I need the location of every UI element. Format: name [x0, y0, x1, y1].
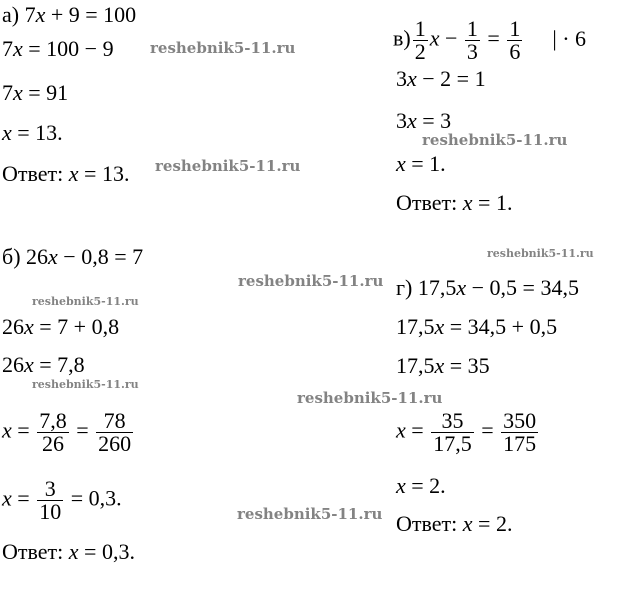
a-l3-var: x — [13, 80, 23, 105]
g-l4-eq: = — [405, 417, 430, 443]
g-fraction-1 — [431, 410, 474, 455]
b-l3-rest: = 7,8 — [33, 352, 85, 377]
g-line-4 — [396, 410, 540, 455]
v-l4-rest: = 1. — [405, 151, 446, 176]
g-label: г) — [396, 275, 413, 300]
a-line-3 — [2, 80, 68, 106]
b-l4-var: x — [2, 417, 12, 443]
v-fraction-3 — [507, 18, 522, 63]
g-answer-word: Ответ: — [396, 511, 463, 536]
a-l3-coef: 7 — [2, 80, 13, 105]
b-l3-coef: 26 — [2, 352, 24, 377]
b-answer-var: x — [68, 539, 79, 564]
b-answer — [2, 539, 135, 565]
b-l2-var: x — [24, 314, 34, 339]
v-l3-rest: = 3 — [416, 108, 452, 133]
b-line-5 — [2, 478, 122, 523]
g-l4-var: x — [396, 417, 406, 443]
g-l2-rest: = 34,5 + 0,5 — [444, 314, 558, 339]
b-answer-rest: = 0,3. — [78, 539, 135, 564]
v-f2-den: 3 — [466, 39, 478, 64]
a-l2-var: x — [13, 36, 23, 61]
a-line-1 — [2, 2, 136, 28]
b-line-1 — [2, 244, 143, 270]
watermark: reshebnik5-11.ru — [297, 389, 443, 407]
v-l2-var: x — [407, 66, 417, 91]
g-l3-rest: = 35 — [444, 353, 490, 378]
g-l2-var: x — [434, 314, 445, 339]
b-f2-num: 78 — [96, 410, 133, 433]
b-f2-den: 260 — [98, 431, 132, 456]
v-f1-num: 1 — [414, 16, 426, 41]
a-l2-rest: = 100 − 9 — [22, 36, 114, 61]
v-fraction-2 — [465, 18, 480, 63]
g-l3-var: x — [434, 353, 445, 378]
a-l1-coef: 7 — [24, 2, 36, 27]
v-fraction-1 — [413, 18, 428, 63]
b-f3-den: 10 — [39, 499, 62, 524]
b-l5-var: x — [2, 485, 12, 511]
a-line-2 — [2, 36, 114, 62]
g-fraction-2 — [501, 410, 538, 455]
b-fraction-3 — [37, 478, 63, 523]
a-l1-rest: + 9 = 100 — [45, 2, 137, 27]
v-l2-rest: − 2 = 1 — [416, 66, 486, 91]
g-l5-var: x — [396, 473, 406, 498]
v-line-2 — [396, 66, 486, 92]
watermark: reshebnik5-11.ru — [32, 378, 139, 391]
b-l4-eq2: = — [70, 417, 95, 443]
v-l1-minus: − — [439, 25, 463, 51]
watermark: reshebnik5-11.ru — [155, 157, 301, 175]
v-l1-eq: = — [481, 25, 506, 51]
g-l1-rest: − 0,5 = 34,5 — [466, 275, 579, 300]
b-label: б) — [2, 244, 21, 269]
v-f1-den: 2 — [414, 39, 426, 64]
b-l2-rest: = 7 + 0,8 — [33, 314, 120, 339]
b-l1-coef: 26 — [26, 244, 49, 269]
v-l2-coef: 3 — [396, 66, 407, 91]
g-answer-var: x — [462, 511, 473, 536]
g-line-1 — [396, 275, 579, 301]
b-answer-word: Ответ: — [2, 539, 69, 564]
v-f3-den: 6 — [509, 39, 521, 64]
g-l1-coef: 17,5 — [417, 275, 457, 300]
g-l5-rest: = 2. — [405, 473, 446, 498]
a-l3-rest: = 91 — [22, 80, 69, 105]
b-f3-num: 3 — [37, 478, 63, 501]
v-answer-var: x — [462, 190, 473, 215]
b-f1-den: 26 — [41, 431, 64, 456]
v-f3-num: 1 — [509, 16, 521, 41]
g-f2-num: 350 — [503, 408, 537, 433]
a-answer-rest: = 13. — [78, 161, 130, 186]
watermark: reshebnik5-11.ru — [150, 39, 296, 57]
g-l2-coef: 17,5 — [396, 314, 435, 339]
g-f1-num: 35 — [431, 410, 474, 433]
a-line-4 — [2, 120, 63, 146]
g-answer — [396, 511, 512, 537]
a-l1-var: x — [35, 2, 46, 27]
v-l1-var: x — [429, 25, 440, 51]
a-answer — [2, 161, 129, 187]
b-line-4 — [2, 410, 135, 455]
v-answer-word: Ответ: — [396, 190, 463, 215]
g-l4-eq2: = — [475, 417, 500, 443]
a-answer-word: Ответ: — [2, 161, 69, 186]
g-line-2 — [396, 314, 557, 340]
a-l4-rest: = 13. — [11, 120, 63, 145]
g-f1-den: 17,5 — [433, 431, 472, 456]
b-l1-rest: − 0,8 = 7 — [57, 244, 144, 269]
b-fraction-1 — [37, 410, 69, 455]
v-l3-coef: 3 — [396, 108, 407, 133]
watermark: reshebnik5-11.ru — [237, 505, 383, 523]
g-line-5 — [396, 473, 446, 499]
v-f2-num: 1 — [466, 16, 478, 41]
watermark: reshebnik5-11.ru — [422, 131, 568, 149]
b-l1-var: x — [48, 244, 58, 269]
a-label: а) — [2, 2, 20, 27]
a-l4-var: x — [2, 120, 12, 145]
v-answer-rest: = 1. — [472, 190, 513, 215]
a-l2-coef: 7 — [2, 36, 13, 61]
v-line-4 — [396, 151, 446, 177]
b-l5-rest: = 0,3. — [65, 485, 122, 511]
watermark: reshebnik5-11.ru — [238, 272, 384, 290]
a-answer-var: x — [68, 161, 79, 186]
v-label: в) — [393, 25, 411, 51]
b-l2-coef: 26 — [2, 314, 24, 339]
g-l3-coef: 17,5 — [396, 353, 435, 378]
b-l5-eq: = — [11, 485, 36, 511]
watermark: reshebnik5-11.ru — [32, 295, 139, 308]
v-multiplier: | · 6 — [552, 25, 587, 51]
b-line-3 — [2, 352, 85, 378]
b-f1-num: 7,8 — [39, 408, 67, 433]
g-l1-var: x — [456, 275, 467, 300]
v-line-1 — [393, 18, 586, 63]
g-line-3 — [396, 353, 490, 379]
b-l4-eq: = — [11, 417, 36, 443]
b-fraction-2 — [96, 410, 133, 455]
g-f2-den: 175 — [503, 431, 537, 456]
b-line-2 — [2, 314, 119, 340]
watermark: reshebnik5-11.ru — [487, 247, 594, 260]
v-l3-var: x — [407, 108, 417, 133]
g-answer-rest: = 2. — [472, 511, 513, 536]
b-l3-var: x — [24, 352, 34, 377]
v-answer — [396, 190, 512, 216]
v-l4-var: x — [396, 151, 406, 176]
